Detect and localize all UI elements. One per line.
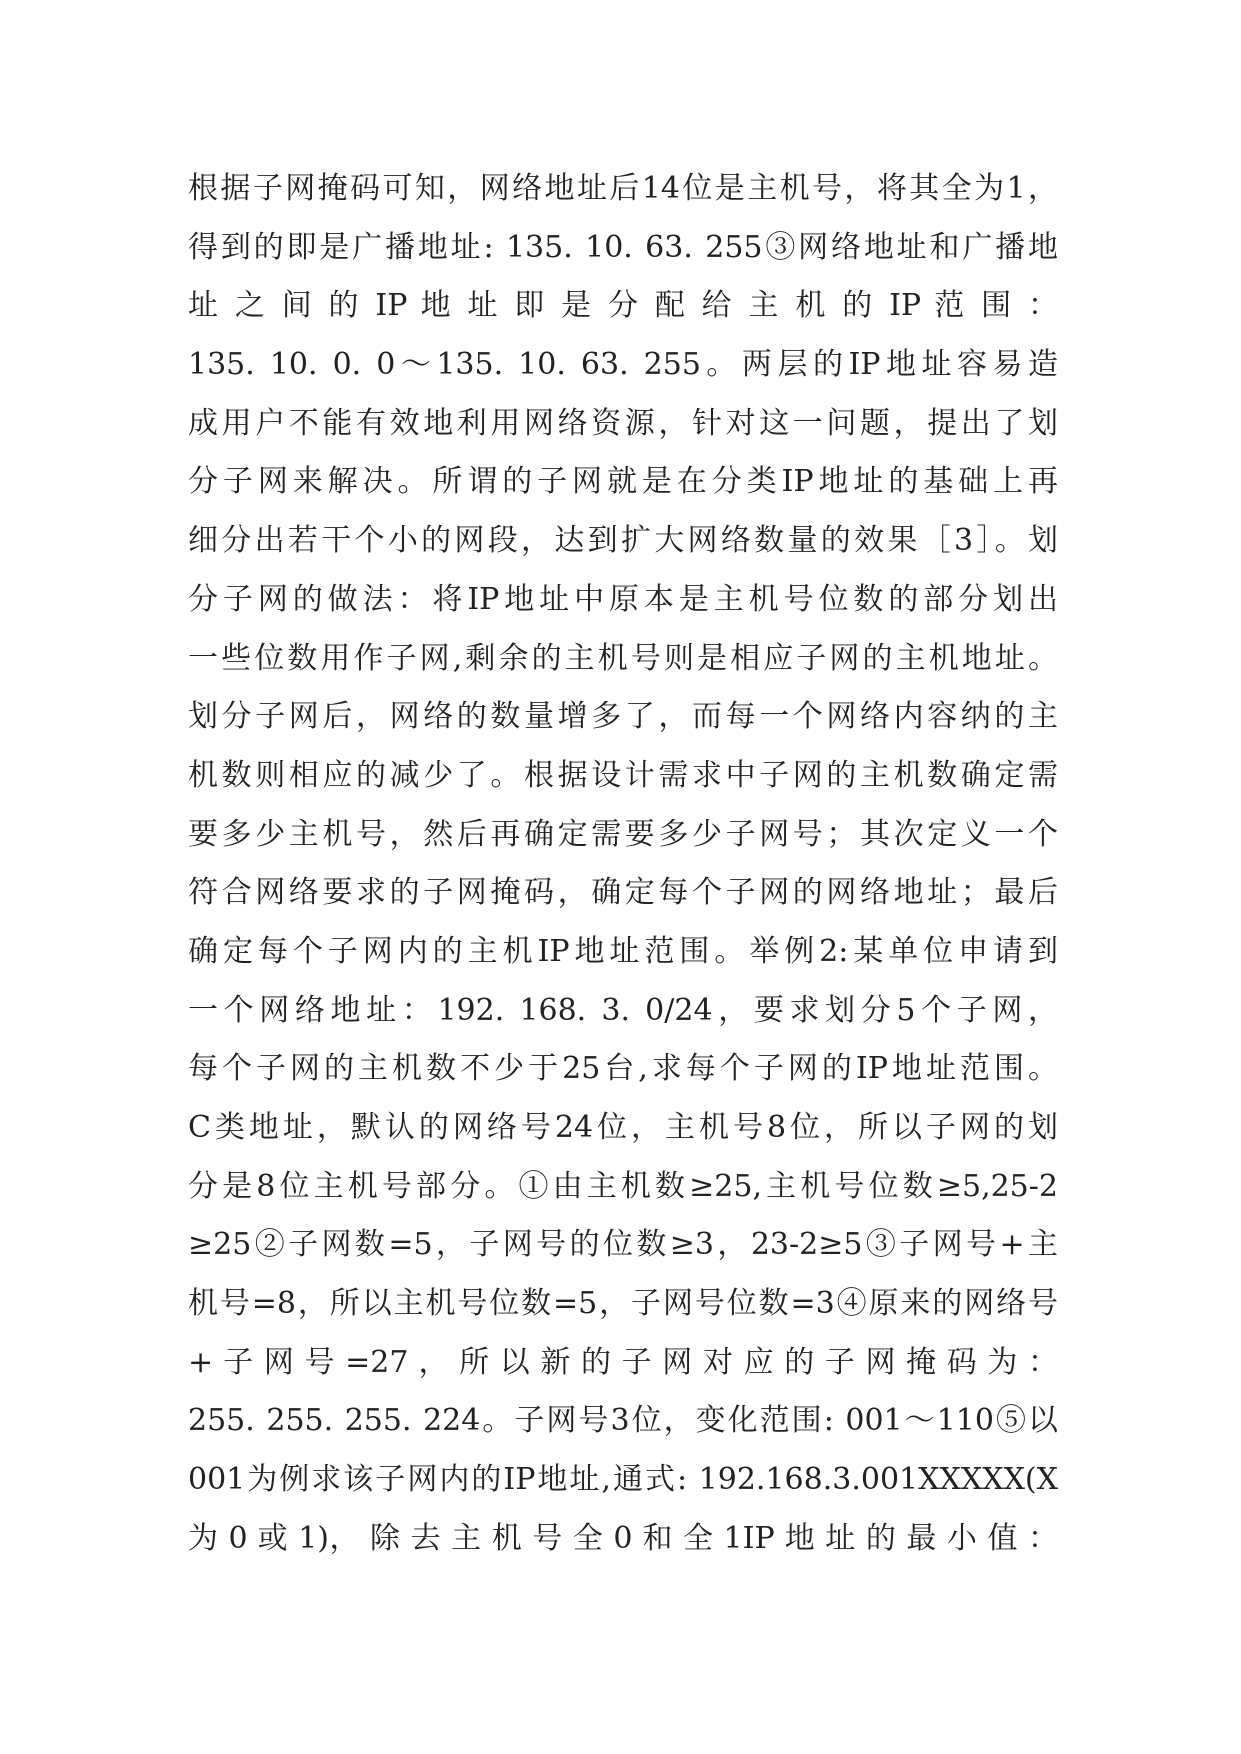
- text-line: 机数则相应的减少了。根据设计需求中子网的主机数确定需: [188, 757, 1058, 793]
- text-line: 得到的即是广播地址: 135. 10. 63. 255③网络地址和广播地: [188, 229, 1058, 265]
- text-line: 分子网的做法：将IP地址中原本是主机号位数的部分划出: [188, 581, 1058, 617]
- text-line: + 子 网 号 =27 ， 所 以 新 的 子 网 对 应 的 子 网 掩 码 为 ：: [188, 1344, 1058, 1380]
- text-line: 址 之 间 的 IP 地 址 即 是 分 配 给 主 机 的 IP 范 围 ：: [188, 288, 1058, 324]
- text-line: 划分子网后，网络的数量增多了，而每一个网络内容纳的主: [188, 699, 1058, 735]
- text-line: 成用户不能有效地利用网络资源，针对这一问题，提出了划: [188, 405, 1058, 441]
- text-line: 符合网络要求的子网掩码，确定每个子网的网络地址；最后: [188, 875, 1058, 911]
- text-line: 要多少主机号，然后再确定需要多少子网号；其次定义一个: [188, 816, 1058, 852]
- text-line: 一些位数用作子网,剩余的主机号则是相应子网的主机地址。: [188, 640, 1058, 676]
- text-line: 细分出若干个小的网段，达到扩大网络数量的效果［3］。划: [188, 523, 1058, 559]
- body-text: [188, 160, 1058, 1569]
- text-line: 根据子网掩码可知，网络地址后14位是主机号，将其全为1，: [188, 171, 1058, 206]
- text-line: 机号=8，所以主机号位数=5，子网号位数=3④原来的网络号: [188, 1286, 1058, 1322]
- text-line: 每个子网的主机数不少于25台,求每个子网的IP地址范围。: [188, 1051, 1058, 1087]
- text-line: 分子网来解决。所谓的子网就是在分类IP地址的基础上再: [188, 464, 1058, 500]
- text-line: 135. 10. 0. 0～135. 10. 63. 255。两层的IP地址容易造: [188, 347, 1058, 383]
- text-line: 确定每个子网内的主机IP地址范围。举例2:某单位申请到: [188, 933, 1058, 969]
- text-line: ≥25②子网数=5，子网号的位数≥3，23-2≥5③子网号+主: [188, 1227, 1058, 1263]
- text-line: 分是8位主机号部分。①由主机数≥25,主机号位数≥5,25-2: [188, 1168, 1058, 1204]
- text-line: C类地址，默认的网络号24位，主机号8位，所以子网的划: [188, 1110, 1058, 1145]
- text-line: 一个网络地址：192. 168. 3. 0/24，要求划分5个子网，: [188, 992, 1058, 1028]
- text-line: 为 0 或 1)， 除 去 主 机 号 全 0 和 全 1IP 地 址 的 最 小 值 ：: [188, 1520, 1058, 1556]
- text-line: 255. 255. 255. 224。子网号3位，变化范围: 001～110⑤以: [188, 1403, 1058, 1439]
- text-line: 001为例求该子网内的IP地址,通式: 192.168.3.001XXXXX(X: [188, 1462, 1058, 1498]
